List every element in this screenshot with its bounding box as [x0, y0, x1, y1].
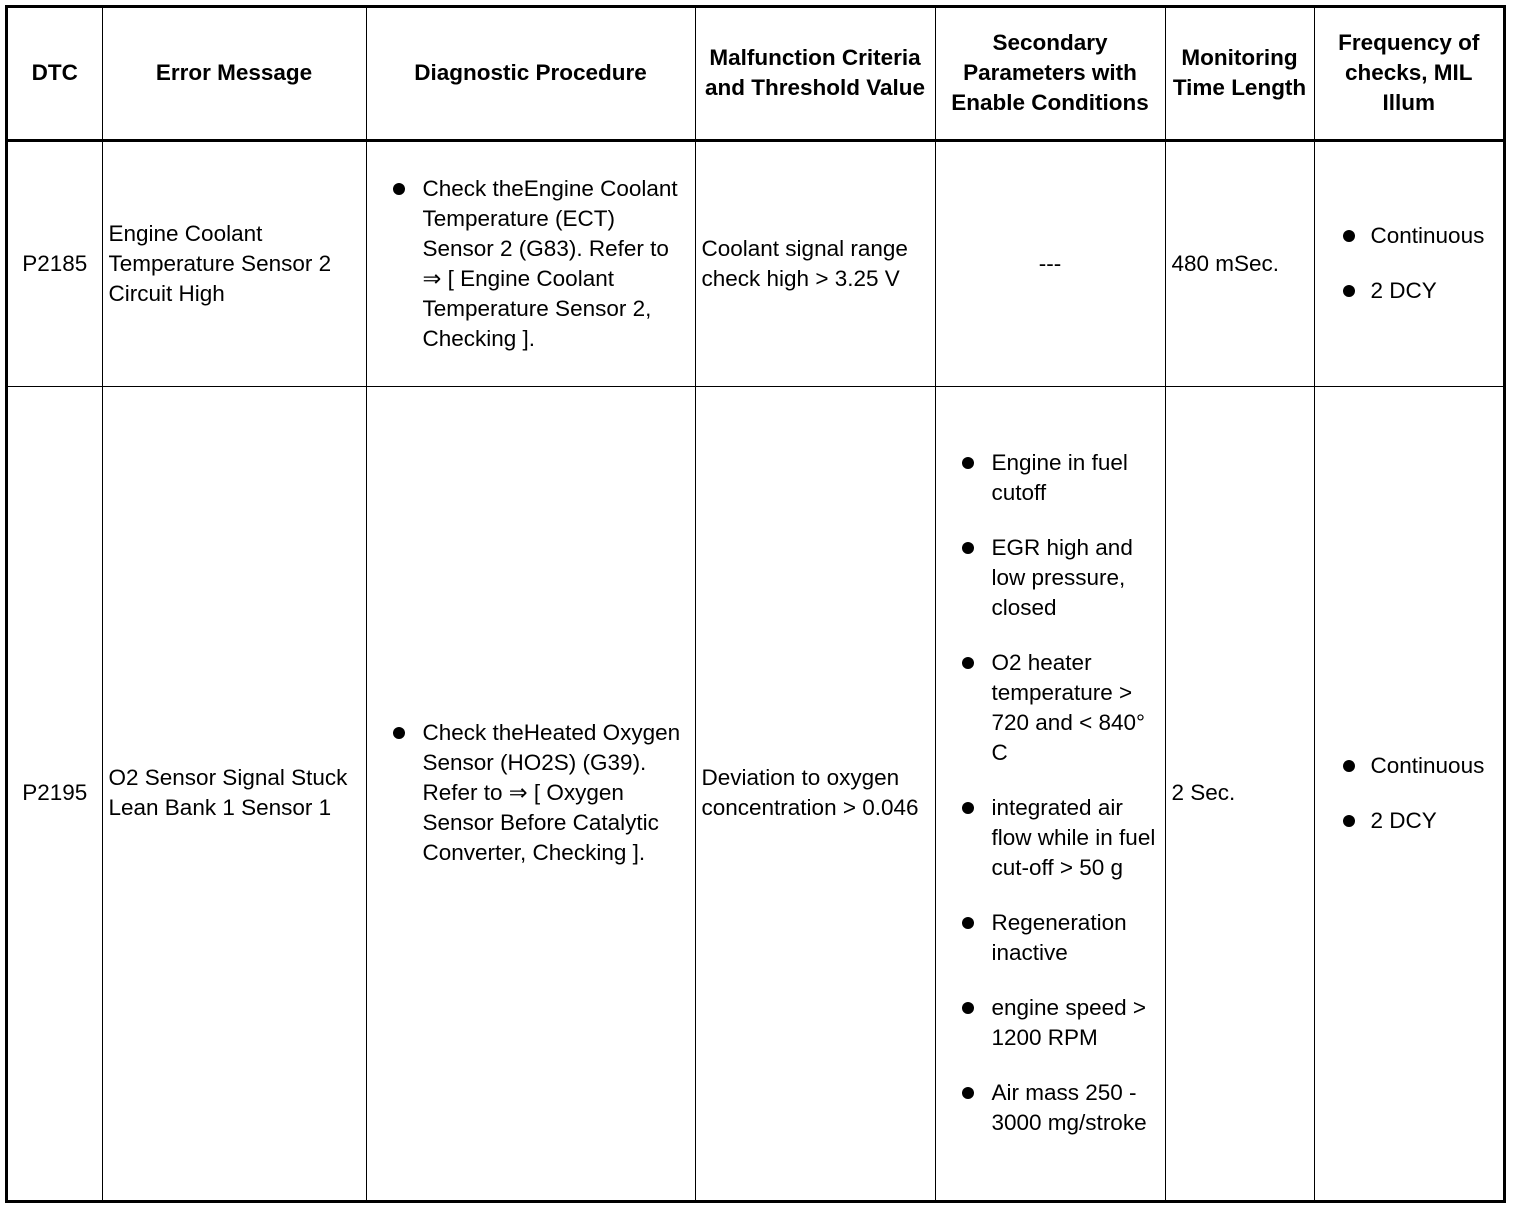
secondary-parameter-item: Engine in fuel cutoff: [942, 448, 1159, 508]
frequency: [1314, 386, 1503, 1200]
malfunction-criteria: Coolant signal range check high > 3.25 V: [695, 140, 935, 386]
dtc-code: P2195: [8, 386, 102, 1200]
secondary-parameter-item: EGR high and low pressure, closed: [942, 533, 1159, 623]
header-frequency: Frequency of checks, MIL Illum: [1314, 8, 1503, 140]
header-monitoring-time: Monitoring Time Length: [1165, 8, 1314, 140]
table-row: [8, 386, 1503, 1200]
header-error-message: Error Message: [102, 8, 366, 140]
dtc-table: [8, 8, 1503, 1200]
header-secondary-parameters: Secondary Parameters with Enable Conditions: [935, 8, 1165, 140]
frequency-item: 2 DCY: [1321, 276, 1498, 306]
malfunction-criteria: Deviation to oxygen concentration > 0.046: [695, 386, 935, 1200]
diagnostic-procedure: [366, 140, 695, 386]
secondary-parameter-item: integrated air flow while in fuel cut-off > 50 g: [942, 793, 1159, 883]
secondary-parameter-item: O2 heater temperature > 720 and < 840° C: [942, 648, 1159, 768]
secondary-parameter-item: Regeneration inactive: [942, 908, 1159, 968]
secondary-parameter-item: engine speed > 1200 RPM: [942, 993, 1159, 1053]
frequency-item: Continuous: [1321, 221, 1498, 251]
frequency: [1314, 140, 1503, 386]
diagnostic-procedure: [366, 386, 695, 1200]
monitoring-time: 2 Sec.: [1165, 386, 1314, 1200]
table-header-row: [8, 8, 1503, 140]
dtc-table-frame: [5, 5, 1506, 1203]
frequency-item: 2 DCY: [1321, 806, 1498, 836]
secondary-parameters: [935, 386, 1165, 1200]
secondary-parameter-item: Air mass 250 - 3000 mg/stroke: [942, 1078, 1159, 1138]
error-message: O2 Sensor Signal Stuck Lean Bank 1 Sensor 1: [102, 386, 366, 1200]
dtc-code: P2185: [8, 140, 102, 386]
frequency-item: Continuous: [1321, 751, 1498, 781]
header-malfunction-criteria: Malfunction Criteria and Threshold Value: [695, 8, 935, 140]
header-diagnostic-procedure: Diagnostic Procedure: [366, 8, 695, 140]
table-row: [8, 140, 1503, 386]
secondary-parameters: ---: [935, 140, 1165, 386]
diagnostic-procedure-item: Check theEngine Coolant Temperature (ECT) Sensor 2 (G83). Refer to ⇒ [ Engine Coolant Temperature Sensor 2, Checking ].: [373, 174, 689, 354]
diagnostic-procedure-item: Check theHeated Oxygen Sensor (HO2S) (G39). Refer to ⇒ [ Oxygen Sensor Before Catalytic Converter, Checking ].: [373, 718, 689, 868]
error-message: Engine Coolant Temperature Sensor 2 Circuit High: [102, 140, 366, 386]
monitoring-time: 480 mSec.: [1165, 140, 1314, 386]
header-dtc: DTC: [8, 8, 102, 140]
